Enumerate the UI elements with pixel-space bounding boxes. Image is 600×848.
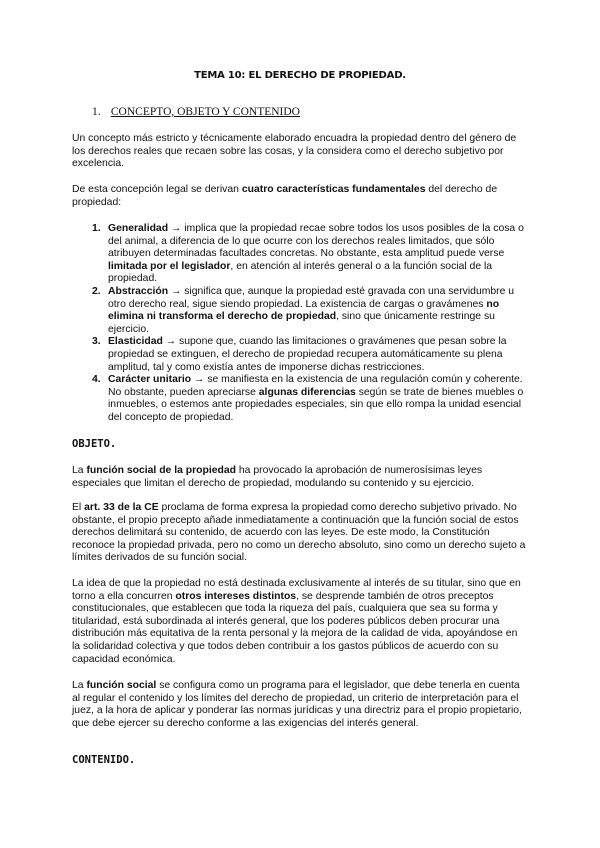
section-number: 1. xyxy=(92,106,101,118)
paragraph-funcion-social: La función social de la propiedad ha provocado la aprobación de numerosísimas leyes especiales que limitan el derecho de propiedad, modulando su contenido y su ejercicio. xyxy=(72,465,483,489)
paragraph-art33: El art. 33 de la CE proclama de forma expresa la propiedad como derecho subjetivo privado. No obstante, el propio precepto añade inmediatamente a continuación que la función social de estos derechos delimitará su contenido, de acuerdo con las leyes. De este modo, la Constitución reconoce la propiedad privada, pero no como un derecho absoluto, sino como un derecho sujeto a límites derivados de su función social. xyxy=(72,502,526,564)
contenido-heading: CONTENIDO. xyxy=(72,754,136,766)
list-item: 2. Abstracción → significa que, aunque la propiedad esté gravada con una servidumbre u otro derecho real, sigue siendo propiedad. La existencia de cargas o gravámenes no elimina ni transforma el derecho de propiedad, sino que únicamente restringe su ejercicio. xyxy=(92,285,515,335)
section-heading xyxy=(92,106,300,119)
document-title: TEMA 10: EL DERECHO DE PROPIEDAD. xyxy=(194,70,406,81)
list-item: 4. Carácter unitario → se manifiesta en la existencia de una regulación común y coherente. No obstante, pueden apreciarse algunas diferencias según se trate de bienes muebles o inmuebles, o estemos ante propiedades especiales, sin que ello rompa la unidad esencial del concepto de propiedad. xyxy=(92,374,524,423)
paragraph-idea: La idea de que la propiedad no está destinada exclusivamente al interés de su titular, sino que en torno a ella concurren otros intereses distintos, se desprende también de otros preceptos constitucionales, que establecen que toda la riqueza del país, cualquiera que sea su forma y titularidad, está subordinada al interés general, que los poderes públicos deben procurar una distribución más equitativa de la renta personal y la mejora de la calidad de vida, apoyándose en la solidaridad colectiva y que todos deben contribuir a los gastos públicos de acuerdo con su capacidad económica. xyxy=(72,578,521,665)
characteristics-list xyxy=(92,223,528,425)
paragraph-programa: La función social se configura como un programa para el legislador, que debe tenerla en cuenta al regular el contenido y los límites del derecho de propiedad, un criterio de interpretación para el juez, a la hora de aplicar y ponderar las normas jurídicas y una directriz para el propio propietario, que debe ejercer su derecho conforme a las exigencias del interés general. xyxy=(72,680,522,729)
section-heading-text: CONCEPTO, OBJETO Y CONTENIDO xyxy=(110,106,300,118)
lead-paragraph: De esta concepción legal se derivan cuatro características fundamentales del derecho de propiedad: xyxy=(72,184,498,208)
list-item: 1. Generalidad → implica que la propiedad recae sobre todos los usos posibles de la cosa o del animal, a diferencia de lo que ocurre con los derechos reales limitados, que sólo atribuyen determinadas facultades concretas. No obstante, esta amplitud puede verse limitada por el legislador, en atención al interés general o a la función social de la propiedad. xyxy=(92,223,524,285)
list-item: 3. Elasticidad → supone que, cuando las limitaciones o gravámenes que pesan sobre la propiedad se extinguen, el derecho de propiedad recupera automáticamente su plena amplitud, tal y como existía antes de imponerse dichas restricciones. xyxy=(92,336,507,373)
objeto-heading: OBJETO. xyxy=(72,438,117,450)
intro-paragraph: Un concepto más estricto y técnicamente elaborado encuadra la propiedad dentro del género de los derechos reales que recaen sobre las cosas, y la considera como el derecho subjetivo por excelencia. xyxy=(72,133,517,170)
